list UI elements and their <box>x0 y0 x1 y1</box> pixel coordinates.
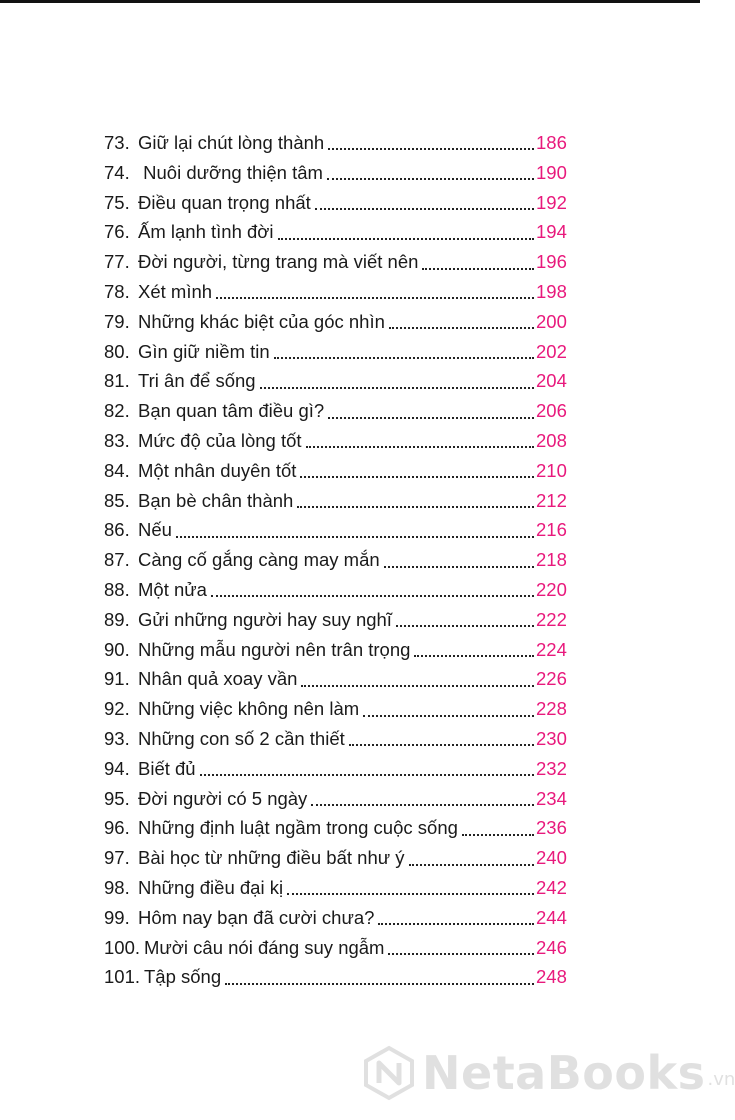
toc-entry-title: Một nửa <box>138 578 207 600</box>
dot-leader <box>297 505 534 508</box>
top-border <box>0 0 700 3</box>
toc-entry-number: 89. <box>104 608 130 630</box>
toc-entry <box>104 605 566 635</box>
toc-entry-number: 83. <box>104 429 130 451</box>
dot-leader <box>300 475 534 478</box>
toc-entry-page: 190 <box>536 161 567 183</box>
dot-leader <box>274 356 534 359</box>
toc-entry-number: 87. <box>104 549 130 571</box>
watermark-text: NetaBooks <box>422 1046 706 1100</box>
toc-entry-number: 101. <box>104 966 141 988</box>
toc-entry-title: Tri ân để sống <box>138 370 256 392</box>
toc-entry-page: 210 <box>536 459 567 481</box>
toc-entry <box>104 575 566 605</box>
toc-entry-page: 248 <box>536 966 567 988</box>
toc-entry-number: 100. <box>104 936 141 958</box>
toc-entry-page: 240 <box>536 847 567 869</box>
toc-entry-title: Những việc không nên làm <box>138 698 360 720</box>
dot-leader <box>462 833 534 836</box>
watermark-suffix: .vn <box>707 1069 735 1090</box>
toc-entry-title: Những định luật ngầm trong cuộc sống <box>138 817 458 839</box>
netabooks-logo-icon <box>362 1046 416 1100</box>
toc-entry-title: Biết đủ <box>138 757 196 779</box>
toc-entry-number: 90. <box>104 638 130 660</box>
dot-leader <box>211 594 534 597</box>
toc-entry <box>104 486 566 516</box>
toc-entry-number: 96. <box>104 817 130 839</box>
toc-entry-page: 194 <box>536 221 567 243</box>
dot-leader <box>287 892 534 895</box>
toc-entry-page: 234 <box>536 787 567 809</box>
toc-entry-title: Càng cố gắng càng may mắn <box>138 549 380 571</box>
toc-entry-page: 236 <box>536 817 567 839</box>
toc-entry <box>104 635 566 665</box>
toc-entry <box>104 247 566 277</box>
table-of-contents <box>104 128 566 992</box>
toc-entry-title: Những mẫu người nên trân trọng <box>138 638 411 660</box>
toc-entry <box>104 813 566 843</box>
toc-entry <box>104 396 566 426</box>
toc-entry-page: 198 <box>536 280 567 302</box>
dot-leader <box>409 863 534 866</box>
dot-leader <box>306 445 534 448</box>
toc-entry-title: Mức độ của lòng tốt <box>138 429 302 451</box>
toc-entry-number: 97. <box>104 847 130 869</box>
toc-entry-number: 86. <box>104 519 130 541</box>
toc-entry-page: 244 <box>536 906 567 928</box>
toc-entry-title: Gửi những người hay suy nghĩ <box>138 608 392 630</box>
toc-entry <box>104 188 566 218</box>
toc-entry <box>104 694 566 724</box>
dot-leader <box>216 296 534 299</box>
toc-entry-page: 202 <box>536 340 567 362</box>
toc-entry <box>104 307 566 337</box>
dot-leader <box>311 803 534 806</box>
dot-leader <box>384 565 534 568</box>
toc-entry-number: 81. <box>104 370 130 392</box>
toc-entry-title: Bài học từ những điều bất như ý <box>138 847 405 869</box>
toc-entry-page: 224 <box>536 638 567 660</box>
toc-entry-title: Gìn giữ niềm tin <box>138 340 270 362</box>
toc-entry-number: 95. <box>104 787 130 809</box>
toc-entry-title: Ấm lạnh tình đời <box>138 221 274 243</box>
toc-entry-number: 79. <box>104 310 130 332</box>
toc-entry-page: 208 <box>536 429 567 451</box>
toc-entry-title: Những khác biệt của góc nhìn <box>138 310 385 332</box>
toc-entry-page: 226 <box>536 668 567 690</box>
dot-leader <box>396 624 534 627</box>
toc-entry <box>104 903 566 933</box>
dot-leader <box>176 535 534 538</box>
toc-entry <box>104 217 566 247</box>
dot-leader <box>388 952 534 955</box>
toc-entry-number: 76. <box>104 221 130 243</box>
dot-leader <box>422 267 534 270</box>
toc-entry-title: Một nhân duyên tốt <box>138 459 297 481</box>
toc-entry-title: Hôm nay bạn đã cười chưa? <box>138 906 375 928</box>
toc-entry-page: 222 <box>536 608 567 630</box>
toc-entry-number: 93. <box>104 727 130 749</box>
toc-entry-number: 92. <box>104 698 130 720</box>
toc-entry-title: Bạn bè chân thành <box>138 489 294 511</box>
toc-entry-title: Đời người, từng trang mà viết nên <box>138 251 419 273</box>
toc-entry <box>104 277 566 307</box>
toc-entry-page: 204 <box>536 370 567 392</box>
dot-leader <box>301 684 534 687</box>
toc-entry <box>104 754 566 784</box>
toc-entry-page: 206 <box>536 400 567 422</box>
toc-entry <box>104 456 566 486</box>
toc-entry-number: 85. <box>104 489 130 511</box>
toc-entry-number: 73. <box>104 132 130 153</box>
toc-entry-title: Đời người có 5 ngày <box>138 787 308 809</box>
dot-leader <box>200 773 534 776</box>
toc-entry-title: Mười câu nói đáng suy ngẫm <box>144 936 385 958</box>
watermark <box>362 1046 735 1100</box>
toc-entry-number: 94. <box>104 757 130 779</box>
dot-leader <box>389 326 534 329</box>
toc-entry-title: Bạn quan tâm điều gì? <box>138 400 325 422</box>
toc-entry <box>104 337 566 367</box>
dot-leader <box>278 237 534 240</box>
toc-entry-page: 246 <box>536 936 567 958</box>
toc-entry <box>104 128 566 158</box>
toc-entry-number: 88. <box>104 578 130 600</box>
toc-entry-page: 232 <box>536 757 567 779</box>
toc-entry-number: 99. <box>104 906 130 928</box>
toc-entry-number: 91. <box>104 668 130 690</box>
toc-entry <box>104 933 566 963</box>
toc-entry-title: Nếu <box>138 519 172 541</box>
dot-leader <box>260 386 534 389</box>
dot-leader <box>349 743 534 746</box>
toc-entry <box>104 158 566 188</box>
toc-entry <box>104 724 566 754</box>
toc-entry <box>104 366 566 396</box>
dot-leader <box>328 147 534 150</box>
toc-entry-number: 98. <box>104 876 130 898</box>
toc-entry-number: 75. <box>104 191 130 213</box>
toc-entry <box>104 843 566 873</box>
toc-entry-number: 84. <box>104 459 130 481</box>
dot-leader <box>225 982 534 985</box>
dot-leader <box>363 714 534 717</box>
toc-entry-page: 196 <box>536 251 567 273</box>
toc-entry-page: 218 <box>536 549 567 571</box>
dot-leader <box>328 416 534 419</box>
toc-entry-title: Tập sống <box>144 966 222 988</box>
toc-entry <box>104 545 566 575</box>
toc-entry <box>104 873 566 903</box>
toc-entry-title: Xét mình <box>138 280 213 302</box>
toc-entry-number: 77. <box>104 251 130 273</box>
toc-entry-page: 186 <box>536 132 567 153</box>
toc-entry-number: 80. <box>104 340 130 362</box>
toc-entry-title: Những con số 2 cần thiết <box>138 727 345 749</box>
toc-entry-page: 216 <box>536 519 567 541</box>
toc-entry-page: 192 <box>536 191 567 213</box>
dot-leader <box>378 922 534 925</box>
toc-entry <box>104 515 566 545</box>
dot-leader <box>315 207 534 210</box>
dot-leader <box>327 177 534 180</box>
toc-entry-number: 78. <box>104 280 130 302</box>
toc-entry-page: 212 <box>536 489 567 511</box>
toc-entry-page: 220 <box>536 578 567 600</box>
toc-entry-title: Giữ lại chút lòng thành <box>138 132 325 153</box>
toc-entry <box>104 426 566 456</box>
toc-entry-title: Những điều đại kị <box>138 876 284 898</box>
dot-leader <box>414 654 534 657</box>
toc-entry-page: 228 <box>536 698 567 720</box>
toc-entry <box>104 784 566 814</box>
toc-entry-number: 82. <box>104 400 130 422</box>
toc-entry-title: Điều quan trọng nhất <box>138 191 311 213</box>
toc-entry-page: 230 <box>536 727 567 749</box>
toc-entry <box>104 664 566 694</box>
toc-entry-page: 200 <box>536 310 567 332</box>
toc-entry-title: Nhân quả xoay vần <box>138 668 298 690</box>
toc-entry <box>104 962 566 992</box>
toc-entry-title: Nuôi dưỡng thiện tâm <box>138 161 323 183</box>
toc-entry-number: 74. <box>104 161 130 183</box>
toc-entry-page: 242 <box>536 876 567 898</box>
